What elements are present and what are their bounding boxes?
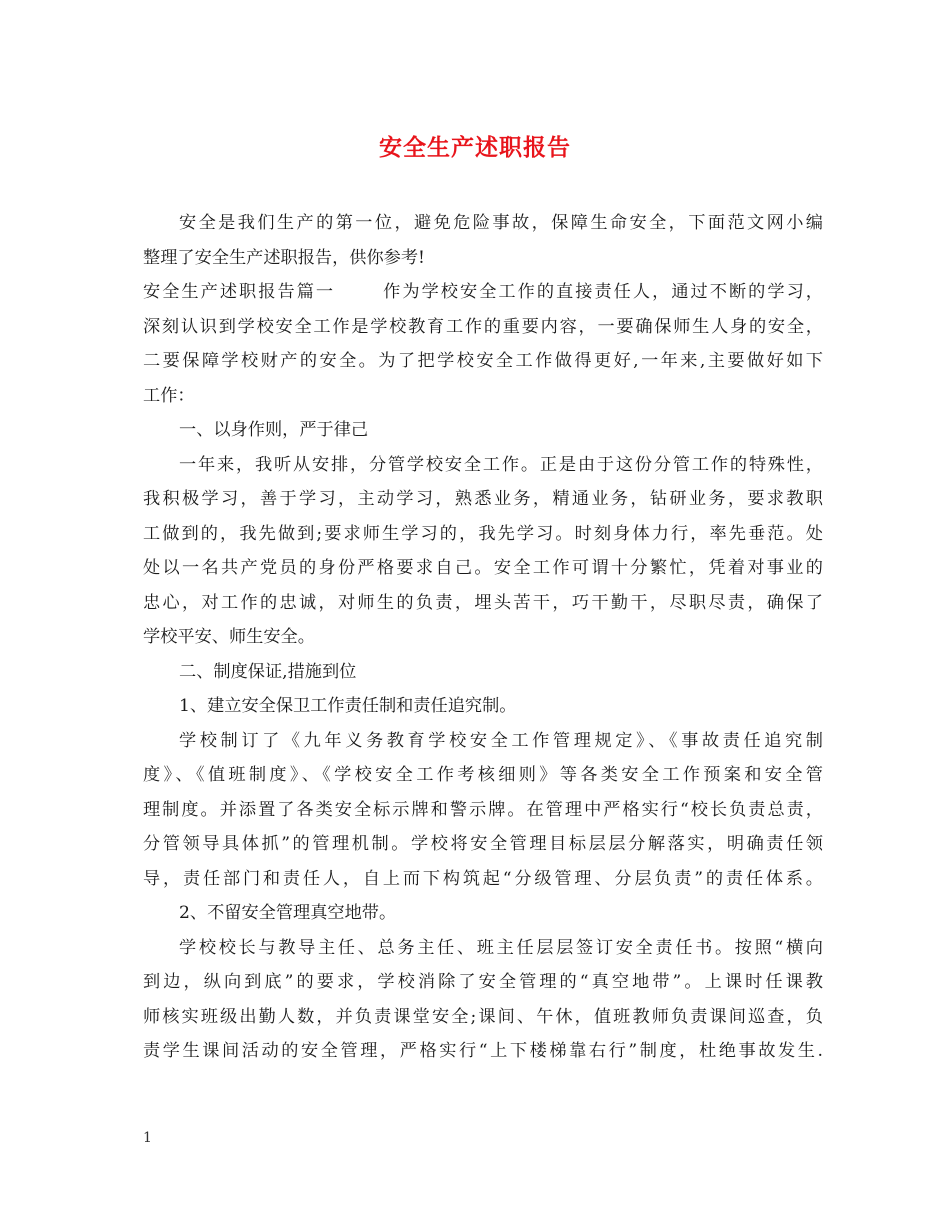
paragraph-line: 工做到的，我先做到;要求师生学习的，我先学习。时刻身体力行，率先垂范。处 — [143, 523, 823, 544]
paragraph-line: 理制度。并添置了各类安全标示牌和警示牌。在管理中严格实行“校长负责总责， — [143, 799, 823, 820]
paragraph-line: 安全是我们生产的第一位，避免危险事故，保障生命安全，下面范文网小编 — [179, 213, 823, 233]
subsection-heading: 2、不留安全管理真空地带。 — [179, 903, 397, 923]
paragraph-text: 作为学校安全工作的直接责任人，通过不断的学习， — [381, 282, 823, 302]
paragraph-line: 学校平安、师生安全。 — [143, 627, 315, 647]
page-number: 1 — [143, 1130, 152, 1146]
paragraph-line: 一年来，我听从安排，分管学校安全工作。正是由于这份分管工作的特殊性， — [179, 454, 823, 475]
paragraph-line: 处以一名共产党员的身份严格要求自己。安全工作可谓十分繁忙，凭着对事业的 — [143, 558, 823, 578]
paragraph-line: 学校校长与教导主任、总务主任、班主任层层签订安全责任书。按照“横向 — [179, 937, 823, 958]
paragraph-line: 学校制订了《九年义务教育学校安全工作管理规定》、《事故责任追究制 — [179, 730, 823, 751]
section-heading: 二、制度保证,措施到位 — [179, 661, 357, 682]
section-heading: 安全生产述职报告篇一 — [143, 282, 336, 302]
paragraph-line: 二要保障学校财产的安全。为了把学校安全工作做得更好,一年来,主要做好如下 — [143, 351, 823, 371]
paragraph-line: 我积极学习，善于学习，主动学习，熟悉业务，精通业务，钻研业务，要求教职 — [143, 489, 823, 509]
paragraph-line: 忠心，对工作的忠诚，对师生的负责，埋头苦干，巧干勤干，尽职尽责，确保了 — [143, 592, 823, 613]
paragraph-line: 深刻认识到学校安全工作是学校教育工作的重要内容，一要确保师生人身的安全， — [143, 316, 823, 337]
paragraph-line: 工作： — [143, 385, 195, 406]
document-body — [143, 206, 823, 1069]
paragraph-line — [143, 275, 823, 310]
section-heading: 一、以身作则，严于律己 — [179, 420, 369, 440]
paragraph-line: 责学生课间活动的安全管理，严格实行“上下楼梯靠右行”制度，杜绝事故发生. — [143, 1041, 823, 1061]
subsection-heading: 1、建立安全保卫工作责任制和责任追究制。 — [179, 696, 517, 716]
paragraph-line: 师核实班级出勤人数，并负责课堂安全;课间、午休，值班教师负责课间巡查，负 — [143, 1006, 823, 1027]
paragraph-line: 到边，纵向到底”的要求，学校消除了安全管理的“真空地带”。上课时任课教 — [143, 972, 823, 992]
paragraph-line: 分管领导具体抓”的管理机制。学校将安全管理目标层层分解落实，明确责任领 — [143, 834, 823, 854]
paragraph-line: 整理了安全生产述职报告，供你参考! — [143, 247, 425, 268]
paragraph-line: 度》、《值班制度》、《学校安全工作考核细则》等各类安全工作预案和安全管 — [143, 765, 823, 785]
paragraph-line: 导，责任部门和责任人，自上而下构筑起“分级管理、分层负责”的责任体系。 — [143, 868, 823, 889]
document-title: 安全生产述职报告 — [379, 134, 571, 161]
